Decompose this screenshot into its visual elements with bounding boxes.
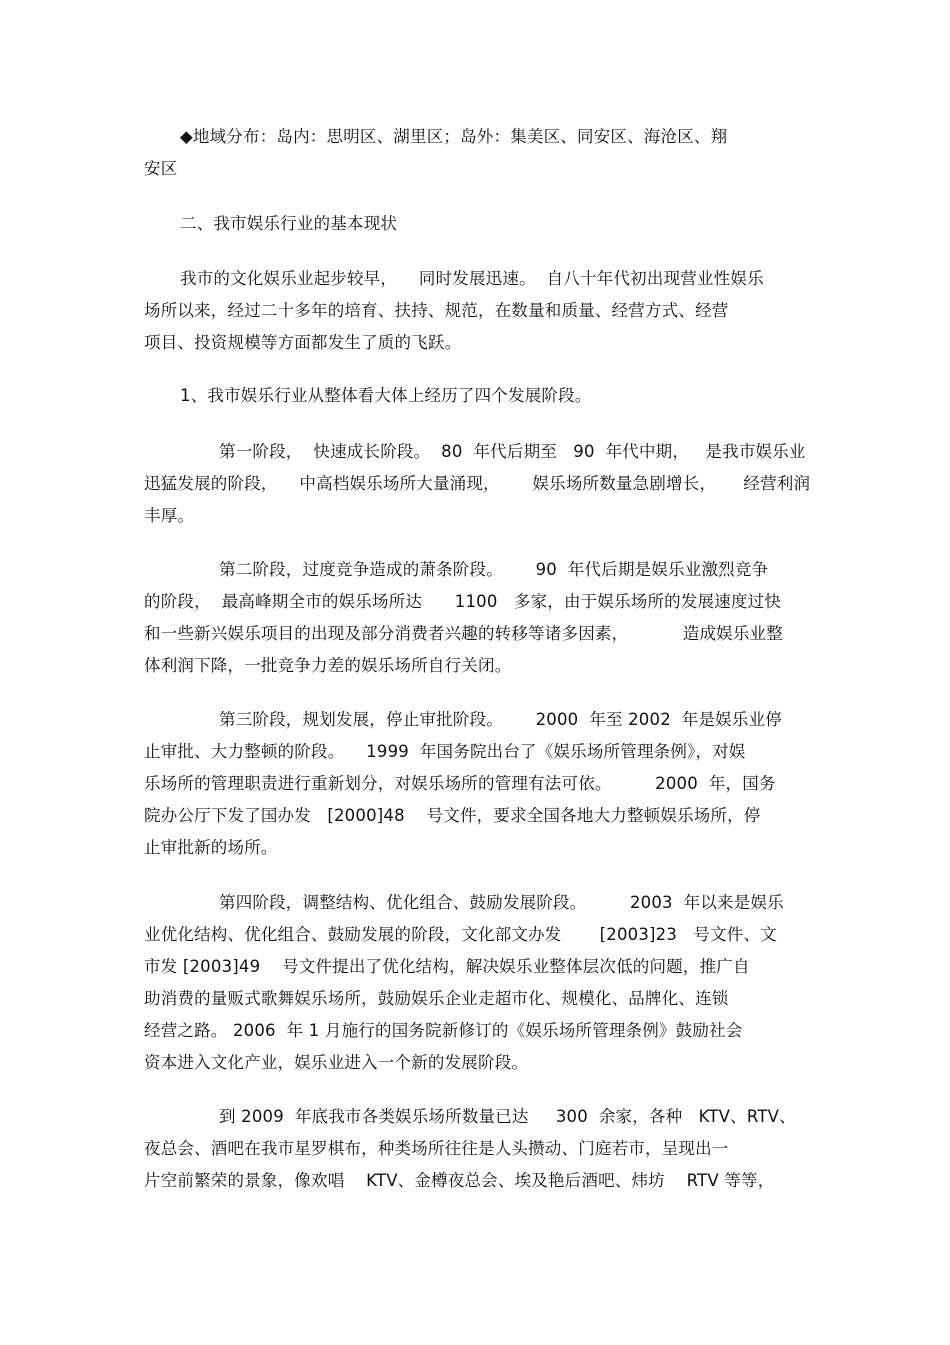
stage-1-line-1: 第一阶段， 快速成长阶段。 80 年代后期至 90 年代中期， 是我市娱乐业: [219, 442, 806, 461]
intro-line-3: 项目、投资规模等方面都发生了质的飞跃。: [144, 333, 462, 352]
section-heading: 二、我市娱乐行业的基本现状: [180, 214, 398, 233]
stage-4-line-6: 资本进入文化产业，娱乐业进入一个新的发展阶段。: [144, 1053, 529, 1072]
stage-4-line-3: 市发 [2003]49 号文件提出了优化结构，解决娱乐业整体层次低的问题，推广自: [144, 957, 750, 976]
stage-3-line-3: 乐场所的管理职责进行重新划分，对娱乐场所的管理有法可依。 2000 年，国务: [144, 774, 776, 793]
stage-3-line-1: 第三阶段，规划发展，停止审批阶段。 2000 年至 2002 年是娱乐业停: [219, 710, 782, 729]
stage-1-line-3: 丰厚。: [144, 506, 195, 525]
status-2009-line-3: 片空前繁荣的景象，像欢唱 KTV、金樽夜总会、埃及艳后酒吧、炜坊 RTV 等等，: [144, 1171, 775, 1190]
stage-2-line-1: 第二阶段，过度竞争造成的萧条阶段。 90 年代后期是娱乐业激烈竞争: [219, 560, 769, 579]
stage-4-line-5: 经营之路。 2006 年 1 月施行的国务院新修订的《娱乐场所管理条例》鼓励社会: [144, 1021, 743, 1040]
stage-4-line-1: 第四阶段，调整结构、优化组合、鼓励发展阶段。 2003 年以来是娱乐: [219, 893, 784, 912]
stage-4-line-4: 助消费的量贩式歌舞娱乐场所，鼓励娱乐企业走超市化、规模化、品牌化、连锁: [144, 989, 729, 1008]
stage-1-line-2: 迅猛发展的阶段， 中高档娱乐场所大量涌现， 娱乐场所数量急剧增长， 经营利润: [144, 474, 811, 493]
status-2009-line-1: 到 2009 年底我市各类娱乐场所数量已达 300 余家，各种 KTV、RTV、: [219, 1107, 796, 1126]
region-line-2: 安区: [144, 159, 178, 178]
intro-line-2: 场所以来，经过二十多年的培育、扶持、规范，在数量和质量、经营方式、经营: [144, 301, 729, 320]
region-line-1: ◆地域分布：岛内：思明区、湖里区；岛外：集美区、同安区、海沧区、翔: [180, 127, 728, 146]
stage-2-line-4: 体利润下降，一批竞争力差的娱乐场所自行关闭。: [144, 656, 512, 675]
stage-3-line-4: 院办公厅下发了国办发 [2000]48 号文件，要求全国各地大力整顿娱乐场所，停: [144, 806, 761, 825]
stage-3-line-2: 止审批、大力整顿的阶段。 1999 年国务院出台了《娱乐场所管理条例》，对娱: [144, 742, 746, 761]
stage-2-line-2: 的阶段， 最高峰期全市的娱乐场所达 1100 多家，由于娱乐场所的发展速度过快: [144, 592, 782, 611]
status-2009-line-2: 夜总会、酒吧在我市星罗棋布，种类场所往往是人头攒动、门庭若市，呈现出一: [144, 1139, 729, 1158]
intro-line-1: 我市的文化娱乐业起步较早， 同时发展迅速。 自八十年代初出现营业性娱乐: [180, 269, 764, 288]
stage-2-line-3: 和一些新兴娱乐项目的出现及部分消费者兴趣的转移等诸多因素， 造成娱乐业整: [144, 624, 783, 643]
stage-3-line-5: 止审批新的场所。: [144, 838, 278, 857]
stage-4-line-2: 业优化结构、优化组合、鼓励发展的阶段，文化部文办发 [2003]23 号文件、文: [144, 925, 777, 944]
point-1: 1、我市娱乐行业从整体看大体上经历了四个发展阶段。: [180, 386, 592, 405]
